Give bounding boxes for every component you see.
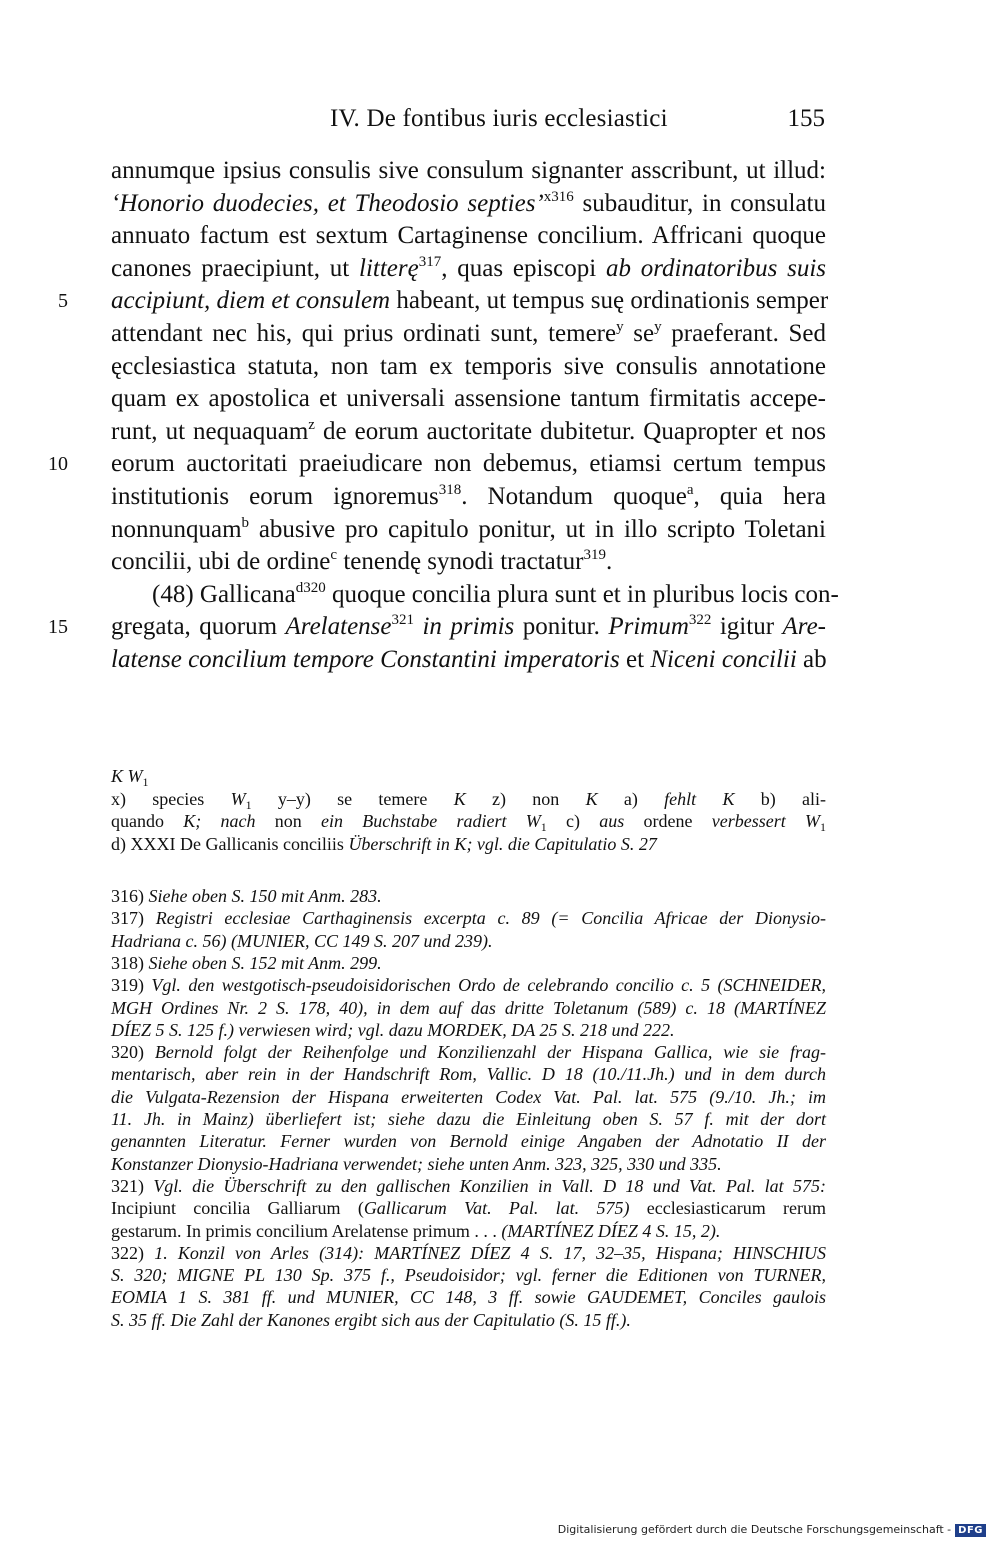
footnote-line-content bbox=[111, 1063, 826, 1085]
text-run: et bbox=[619, 646, 651, 673]
italic-run: Siehe oben S. 152 mit Anm. 299. bbox=[148, 952, 382, 973]
footnote-line-content bbox=[111, 1197, 826, 1219]
text-run: , quas episcopi bbox=[441, 254, 606, 282]
text-run: 316) bbox=[111, 886, 149, 906]
italic-run: K; nach bbox=[183, 811, 256, 831]
text-run: 318) bbox=[111, 952, 149, 973]
text-run: z) non bbox=[465, 788, 586, 809]
text-run: gestarum. In primis concilium Arelatense primum . . . bbox=[111, 1220, 502, 1241]
footnote-line-content bbox=[111, 997, 826, 1019]
italic-run: die Vulgata-Rezension der Hispana erweiterten Codex Vat. Pal. lat. 575 (9./10. Jh.; im bbox=[111, 1086, 826, 1107]
footnote-line-content bbox=[111, 1130, 826, 1152]
italic-run: genannten Literatur. Ferner wurden von Bernold einige Angaben der Adnotatio II der bbox=[111, 1131, 826, 1152]
text-run: , quia hera bbox=[693, 483, 827, 510]
page-number: 155 bbox=[787, 105, 825, 132]
italic-run: 1. Konzil von Arles (314): MARTÍNEZ DÍEZ 4 S. 17, 32–35, Hispana; HINSCHIUS bbox=[154, 1242, 827, 1263]
text-run: habeant, ut tempus suę ordinationis semper bbox=[390, 287, 829, 315]
italic-run: litterę bbox=[359, 254, 419, 282]
italic-run: Überschrift in K; vgl. die Capitulatio S. 27 bbox=[348, 833, 657, 854]
footnote-line-content bbox=[111, 1019, 826, 1041]
note-marker: c bbox=[330, 547, 338, 564]
text-run: 320) bbox=[111, 1042, 155, 1063]
text-line bbox=[0, 611, 1000, 643]
text-run: annuato factum est sextum Cartaginense concilium. Affricani quoque bbox=[111, 222, 826, 250]
italic-run: K bbox=[585, 788, 598, 809]
text-line bbox=[0, 351, 1000, 383]
line-number: 10 bbox=[48, 453, 68, 476]
text-run: concilii, ubi de ordine bbox=[111, 548, 331, 576]
italic-run: Are- bbox=[782, 613, 826, 641]
siglum-subscript: 1 bbox=[819, 820, 826, 834]
apparatus-line-content bbox=[111, 810, 826, 832]
footnote-line-content bbox=[111, 1108, 826, 1130]
text-run: (48) Gallicana bbox=[152, 580, 296, 608]
text-line-content bbox=[111, 188, 826, 220]
funding-note: Digitalisierung gefördert durch die Deutsche Forschungsgemeinschaft - bbox=[557, 1523, 952, 1536]
italic-run: Konstanzer Dionysio-Hadriana verwendet; siehe unten Anm. 323, 325, 330 und 335. bbox=[111, 1153, 722, 1174]
footnote-line-content bbox=[111, 1153, 826, 1175]
text-run: runt, ut nequaquam bbox=[111, 417, 309, 445]
note-marker: y bbox=[654, 319, 662, 335]
text-line bbox=[0, 546, 1000, 578]
italic-run: DÍEZ 5 S. 125 f.) verwiesen wird; vgl. dazu MORDEK, DA 25 S. 218 und 222. bbox=[111, 1019, 675, 1040]
dfg-logo: DFG bbox=[955, 1524, 986, 1537]
text-line bbox=[0, 318, 1000, 350]
italic-run: Bernold folgt der Reihenfolge und Konzilienzahl der Hispana Gallica, wie sie frag- bbox=[154, 1042, 826, 1063]
italic-run: fehlt K bbox=[664, 788, 735, 809]
text-run: se bbox=[623, 320, 655, 347]
italic-run: accipiunt, diem et consulem bbox=[111, 287, 391, 315]
siglum-subscript: 1 bbox=[540, 820, 547, 834]
text-run: tenendę synodi tractatur bbox=[337, 548, 584, 576]
italic-run: Niceni concilii bbox=[650, 646, 797, 673]
footnote-line bbox=[111, 1309, 1000, 1341]
text-run: y–y) se temere bbox=[251, 788, 454, 809]
text-line-content bbox=[111, 611, 826, 643]
text-line bbox=[0, 481, 1000, 513]
footnote-line-content bbox=[111, 907, 826, 929]
note-marker: 318 bbox=[438, 482, 462, 498]
text-run: x) species bbox=[111, 788, 231, 809]
text-run: quoque concilia plura sunt et in pluribus locis con- bbox=[325, 580, 839, 608]
text-run: . Notandum quoque bbox=[461, 483, 687, 510]
footnote-line-content bbox=[111, 1086, 826, 1108]
italic-run: W bbox=[230, 788, 246, 809]
italic-run: (MARTÍNEZ DÍEZ 4 S. 15, 2). bbox=[501, 1220, 721, 1241]
text-line bbox=[0, 383, 1000, 415]
text-line bbox=[0, 644, 1000, 676]
text-run: quando bbox=[111, 811, 184, 831]
text-run: ordene bbox=[624, 811, 712, 831]
text-line bbox=[0, 579, 1000, 611]
text-line bbox=[0, 188, 1000, 220]
note-marker: a bbox=[686, 482, 694, 498]
italic-run: EOMIA 1 S. 381 ff. und MUNIER, CC 148, 3 ff. sowie GAUDEMET, Conciles gaulois bbox=[111, 1287, 826, 1308]
text-line bbox=[0, 220, 1000, 252]
text-run: Incipiunt concilia Galliarum ( bbox=[111, 1198, 364, 1219]
text-line-content bbox=[111, 383, 826, 415]
text-line-content bbox=[111, 220, 826, 252]
text-run: praeferant. Sed bbox=[661, 320, 826, 347]
siglum-subscript: 1 bbox=[245, 797, 252, 812]
italic-run: Vgl. den westgotisch-pseudoisidorischen Ordo de celebrando concilio c. 5 (SCHNEIDER, bbox=[151, 975, 826, 996]
text-line-content bbox=[152, 579, 839, 611]
note-marker: 322 bbox=[688, 612, 712, 629]
footnote-line-content bbox=[111, 1220, 826, 1242]
note-marker: y bbox=[616, 319, 624, 335]
text-line bbox=[0, 448, 1000, 480]
text-run: b) ali- bbox=[734, 788, 827, 809]
text-run: abusive pro capitulo ponitur, ut in illo scripto Toletani bbox=[249, 515, 826, 543]
italic-run: ab ordinatoribus suis bbox=[605, 254, 826, 282]
footnote-line-content bbox=[111, 1242, 826, 1264]
text-line bbox=[0, 253, 1000, 285]
footnote-line-content bbox=[111, 1309, 826, 1331]
text-run: ponitur. bbox=[514, 613, 609, 641]
italic-run: Gallicarum Vat. Pal. lat. 575) bbox=[363, 1198, 630, 1219]
text-run: 321) bbox=[111, 1175, 154, 1196]
italic-run: Hadriana c. 56) (MUNIER, CC 149 S. 207 und 239). bbox=[111, 930, 493, 951]
text-run: d) XXXI De Gallicanis conciliis bbox=[111, 833, 349, 854]
italic-run: verbessert W bbox=[711, 811, 820, 831]
italic-run: aus bbox=[599, 811, 625, 831]
text-run: 317) bbox=[111, 908, 156, 929]
italic-run: Siehe oben S. 150 mit Anm. 283. bbox=[148, 886, 382, 906]
text-run: canones praecipiunt, ut bbox=[111, 254, 359, 282]
text-line-content bbox=[111, 644, 826, 676]
note-marker: z bbox=[308, 416, 315, 433]
text-run: . bbox=[606, 548, 613, 576]
italic-run: K W bbox=[111, 766, 143, 786]
text-line-content bbox=[111, 416, 826, 448]
text-run: ęcclesiastica statuta, non tam ex temporis sive consulis annotatione bbox=[111, 352, 826, 380]
digitization-footer bbox=[558, 1521, 986, 1539]
note-marker: 321 bbox=[391, 612, 414, 629]
apparatus-line-content bbox=[111, 765, 826, 787]
footnote-line-content bbox=[111, 974, 826, 996]
footnote-line-content bbox=[111, 1041, 826, 1063]
text-run: eorum auctoritati praeiudicare non debemus, etiamsi certum tempus bbox=[111, 450, 826, 478]
text-line bbox=[0, 514, 1000, 546]
text-run: nonnunquam bbox=[111, 515, 242, 543]
text-line-content bbox=[111, 285, 829, 317]
text-run: non bbox=[255, 811, 322, 831]
italic-run: Arelatense bbox=[285, 613, 392, 641]
text-run: igitur bbox=[711, 613, 783, 641]
text-run: ab bbox=[796, 646, 827, 673]
text-run: 322) bbox=[111, 1242, 155, 1263]
note-marker: 319 bbox=[583, 547, 606, 564]
text-run: gregata, quorum bbox=[111, 613, 286, 641]
footnote-line-content bbox=[111, 930, 826, 952]
note-marker: 317 bbox=[418, 253, 442, 270]
text-run: a) bbox=[597, 788, 665, 809]
apparatus-line bbox=[111, 833, 1000, 865]
text-run: subauditur, in consulatu bbox=[573, 189, 826, 217]
running-head-title: IV. De fontibus iuris ecclesiastici bbox=[330, 105, 668, 132]
note-marker: b bbox=[241, 514, 250, 531]
text-run: 319) bbox=[111, 975, 152, 996]
text-line-content bbox=[111, 448, 826, 480]
text-run: de eorum auctoritate dubitetur. Quapropter et nos bbox=[314, 417, 826, 445]
italic-run: S. 35 ff. Die Zahl der Kanones ergibt sich aus der Capitulatio (S. 15 ff.). bbox=[111, 1309, 631, 1330]
footnote-line-content bbox=[111, 1175, 826, 1197]
siglum-subscript: 1 bbox=[142, 775, 149, 789]
footnote-line-content bbox=[111, 952, 826, 974]
text-line-content bbox=[111, 481, 826, 513]
italic-run: 11. Jh. in Mainz) überliefert ist; siehe dazu die Einleitung oben S. 57 f. mit der dort bbox=[111, 1109, 826, 1129]
text-line-content bbox=[111, 351, 826, 383]
apparatus-line-content bbox=[111, 833, 826, 855]
italic-run: Vgl. die Überschrift zu den gallischen Konzilien in Vall. D 18 und Vat. Pal. lat 575: bbox=[153, 1175, 826, 1196]
apparatus-line-content bbox=[111, 788, 826, 810]
text-line-content bbox=[111, 253, 826, 285]
text-line-content bbox=[111, 514, 826, 546]
text-run: attendant nec his, qui prius ordinati sunt, temere bbox=[111, 320, 617, 347]
text-run: c) bbox=[546, 811, 600, 831]
running-head bbox=[320, 105, 825, 139]
line-number: 15 bbox=[48, 616, 68, 639]
text-line bbox=[0, 285, 1000, 317]
line-number: 5 bbox=[58, 290, 68, 313]
footnote-line-content bbox=[111, 885, 826, 907]
text-line bbox=[0, 155, 1000, 187]
text-run: quam ex apostolica et universali assensione tantum firmitatis accepe- bbox=[111, 385, 826, 413]
italic-run: ein Buchstabe radiert W bbox=[321, 811, 541, 831]
italic-run: K bbox=[453, 788, 466, 809]
italic-run: Registri ecclesiae Carthaginensis excerpta c. 89 (= Concilia Africae der Dionysio- bbox=[155, 908, 826, 929]
text-run: annumque ipsius consulis sive consulum signanter asscribunt, ut illud: bbox=[111, 157, 826, 184]
footnote-line-content bbox=[111, 1286, 826, 1308]
italic-run: S. 320; MIGNE PL 130 Sp. 375 f., Pseudoisidor; vgl. ferner die Editionen von TURNER, bbox=[111, 1265, 826, 1286]
text-line bbox=[0, 416, 1000, 448]
text-line-content bbox=[111, 546, 826, 578]
italic-run: mentarisch, aber rein in der Handschrift Rom, Vallic. D 18 (10./11.Jh.) und in dem durch bbox=[111, 1064, 826, 1085]
text-run: institutionis eorum ignoremus bbox=[111, 483, 439, 510]
italic-run: MGH Ordines Nr. 2 S. 178, 40), in dem auf das dritte Toletanum (589) c. 18 (MARTÍNEZ bbox=[111, 997, 826, 1018]
footnote-line-content bbox=[111, 1264, 826, 1286]
italic-run: latense concilium tempore Constantini imperatoris bbox=[111, 646, 620, 673]
text-line-content bbox=[111, 318, 826, 350]
italic-run: in primis bbox=[414, 613, 515, 641]
note-marker: x316 bbox=[543, 188, 574, 205]
italic-run: Primum bbox=[608, 613, 689, 641]
text-line-content bbox=[111, 155, 826, 187]
note-marker: d320 bbox=[295, 579, 326, 596]
italic-run: ‘Honorio duodecies, et Theodosio septies’ bbox=[111, 189, 544, 217]
text-run: ecclesiasticarum rerum bbox=[629, 1198, 826, 1219]
